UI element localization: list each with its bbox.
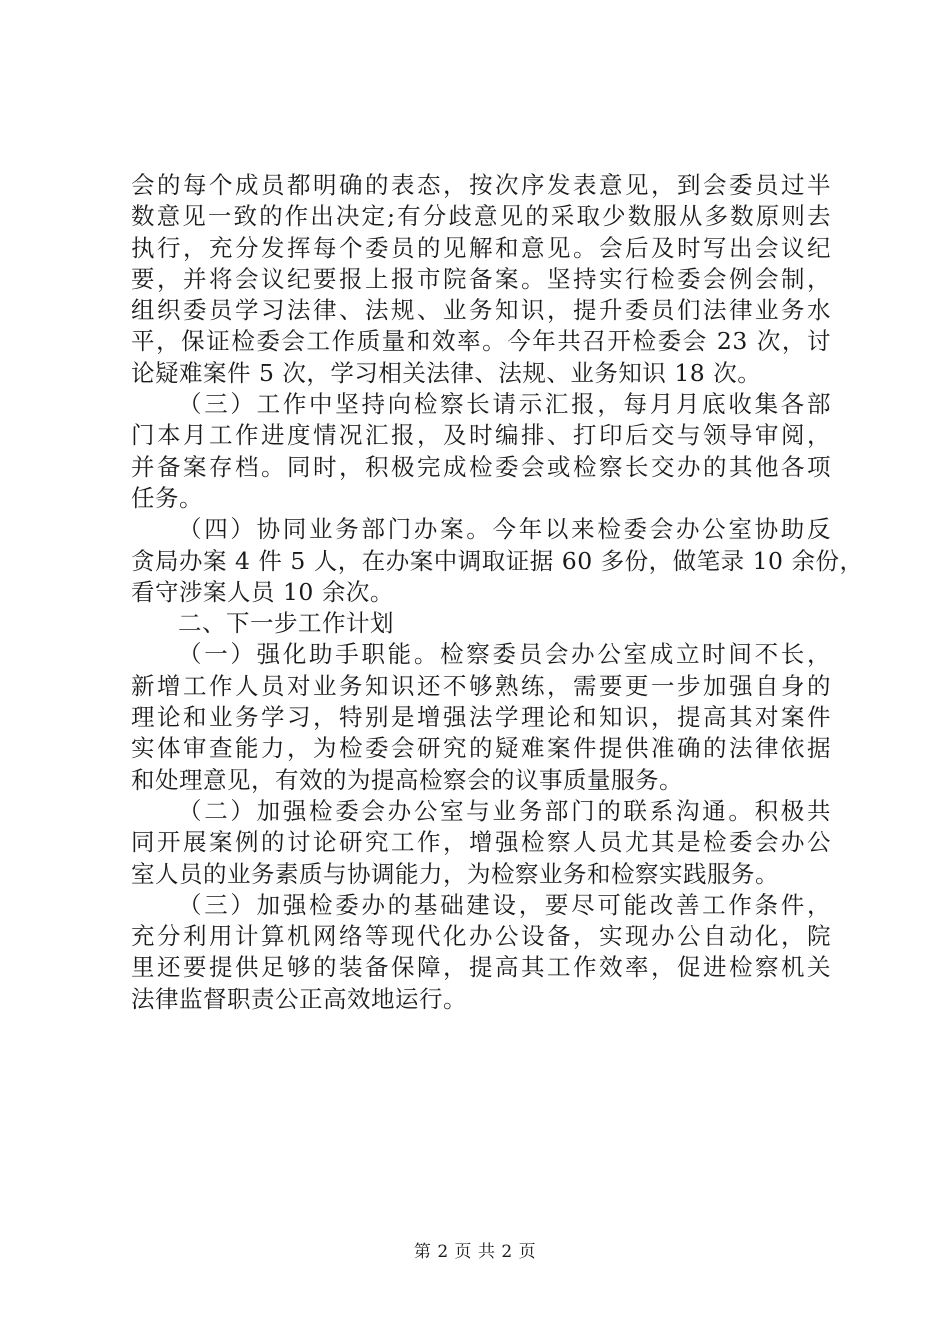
text-line: 充分利用计算机网络等现代化办公设备，实现办公自动化，院 bbox=[131, 922, 831, 951]
text-line: 并备案存档。同时，积极完成检委会或检察长交办的其他各项 bbox=[131, 452, 831, 481]
text-line: 要，并将会议纪要报上报市院备案。坚持实行检委会例会制， bbox=[131, 264, 831, 293]
text-line: （三）加强检委办的基础建设，要尽可能改善工作条件， bbox=[178, 890, 831, 919]
text-line: 数意见一致的作出决定;有分歧意见的采取少数服从多数原则去 bbox=[131, 202, 831, 231]
text-line: 会的每个成员都明确的表态，按次序发表意见，到会委员过半 bbox=[131, 171, 831, 199]
text-line: 室人员的业务素质与协调能力，为检察业务和检察实践服务。 bbox=[131, 859, 779, 888]
text-line: 看守涉案人员 10 余次。 bbox=[131, 577, 394, 606]
text-line: 任务。 bbox=[131, 483, 203, 512]
text-line: 实体审查能力，为检委会研究的疑难案件提供准确的法律依据 bbox=[131, 734, 831, 763]
text-line: （二）加强检委会办公室与业务部门的联系沟通。积极共 bbox=[178, 796, 831, 825]
text-line: 贪局办案 4 件 5 人，在办案中调取证据 60 多份，做笔录 10 余份， bbox=[131, 546, 864, 575]
text-line: 和处理意见，有效的为提高检察会的议事质量服务。 bbox=[131, 765, 683, 794]
text-line: 新增工作人员对业务知识还不够熟练，需要更一步加强自身的 bbox=[131, 671, 831, 700]
text-line: 论疑难案件 5 次，学习相关法律、法规、业务知识 18 次。 bbox=[131, 358, 762, 387]
document-body bbox=[131, 170, 864, 1015]
text-line: 平，保证检委会工作质量和效率。今年共召开检委会 23 次，讨 bbox=[131, 327, 831, 356]
text-line: （四）协同业务部门办案。今年以来检委会办公室协助反 bbox=[178, 515, 831, 544]
text-line: （三）工作中坚持向检察长请示汇报，每月月底收集各部 bbox=[178, 390, 831, 419]
text-line: 组织委员学习法律、法规、业务知识，提升委员们法律业务水 bbox=[131, 296, 831, 325]
text-line: 同开展案例的讨论研究工作，增强检察人员尤其是检委会办公 bbox=[131, 828, 831, 857]
text-line: 门本月工作进度情况汇报，及时编排、打印后交与领导审阅， bbox=[131, 421, 831, 450]
text-line: （一）强化助手职能。检察委员会办公室成立时间不长， bbox=[178, 640, 831, 669]
text-line: 里还要提供足够的装备保障，提高其工作效率，促进检察机关 bbox=[131, 953, 831, 982]
page-footer: 第 2 页 共 2 页 bbox=[413, 1242, 537, 1262]
text-line: 执行，充分发挥每个委员的见解和意见。会后及时写出会议纪 bbox=[131, 233, 831, 262]
text-line: 二、下一步工作计划 bbox=[178, 609, 394, 638]
text-line: 理论和业务学习，特别是增强法学理论和知识，提高其对案件 bbox=[131, 703, 831, 732]
text-line: 法律监督职责公正高效地运行。 bbox=[131, 984, 467, 1013]
